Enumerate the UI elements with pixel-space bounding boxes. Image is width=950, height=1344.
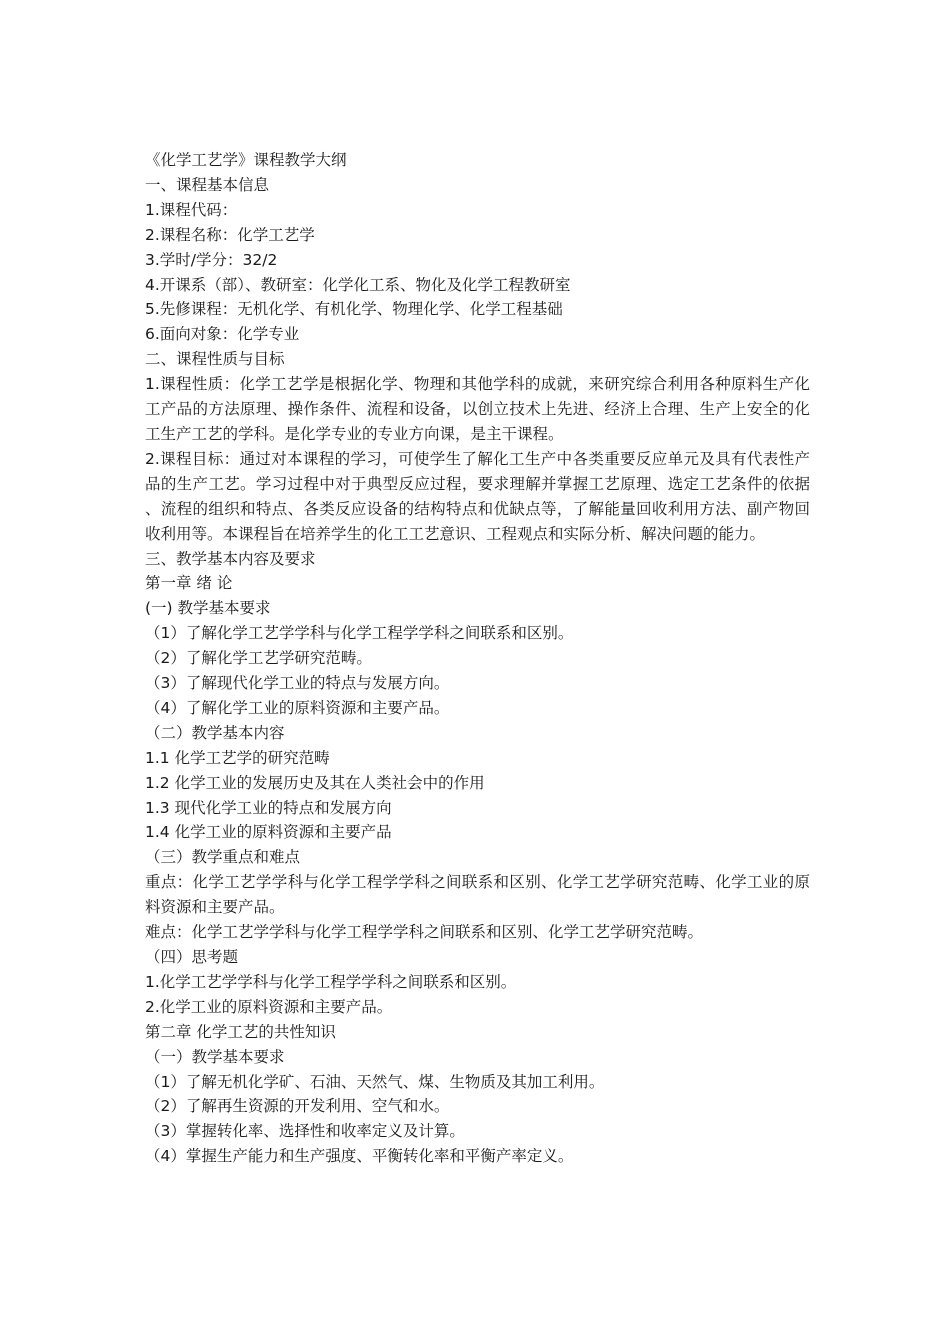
list-item: （2）了解再生资源的开发利用、空气和水。 [145, 1097, 450, 1116]
ch1-key-point: 重点：化学工艺学学科与化学工程学学科之间联系和区别、化学工艺学研究范畴、化学工业的原料资源和主要产品。 [145, 873, 810, 917]
document-body [145, 148, 810, 1169]
list-item: （1）了解无机化学矿、石油、天然气、煤、生物质及其加工利用。 [145, 1072, 605, 1091]
section-heading-content: 三、教学基本内容及要求 [145, 549, 316, 568]
paragraph-course-nature: 1.课程性质：化学工艺学是根据化学、物理和其他学科的成就，来研究综合利用各种原料生产化工产品的方法原理、操作条件、流程和设备，以创立技术上先进、经济上合理、生产上安全的化工生产工艺的学科。是化学专业的专业方向课，是主干课程。 [145, 375, 810, 443]
paragraph-course-goal: 2.课程目标：通过对本课程的学习，可使学生了解化工生产中各类重要反应单元及具有代表性产品的生产工艺。学习过程中对于典型反应过程，要求理解并掌握工艺原理、选定工艺条件的依据、流程的组织和特点、各类反应设备的结构特点和优缺点等，了解能量回收利用方法、副产物回收利用等。本课程旨在培养学生的化工工艺意识、工程观点和实际分析、解决问题的能力。 [145, 449, 810, 543]
ch1-questions-heading: （四）思考题 [145, 948, 239, 966]
document-title: 《化学工艺学》课程教学大纲 [145, 151, 347, 169]
list-item: 1.1 化学工艺学的研究范畴 [145, 748, 330, 767]
list-item: （2）了解化学工艺学研究范畴。 [145, 649, 372, 668]
list-item: 1.3 现代化学工业的特点和发展方向 [145, 798, 392, 817]
ch1-difficulty: 难点：化学工艺学学科与化学工程学学科之间联系和区别、化学工艺学研究范畴。 [145, 923, 704, 942]
list-item: 1.2 化学工业的发展历史及其在人类社会中的作用 [145, 773, 485, 792]
info-prerequisites: 5.先修课程：无机化学、有机化学、物理化学、化学工程基础 [145, 300, 563, 319]
info-course-code: 1.课程代码： [145, 200, 238, 219]
info-department: 4.开课系（部）、教研室：化学化工系、物化及化学工程教研室 [145, 275, 571, 294]
ch2-requirements-heading: （一）教学基本要求 [145, 1047, 285, 1066]
info-hours-credits: 3.学时/学分：32/2 [145, 250, 278, 269]
list-item: 2.化学工业的原料资源和主要产品。 [145, 997, 393, 1016]
list-item: （4）掌握生产能力和生产强度、平衡转化率和平衡产率定义。 [145, 1147, 574, 1166]
list-item: （3）了解现代化学工业的特点与发展方向。 [145, 674, 450, 693]
list-item: （3）掌握转化率、选择性和收率定义及计算。 [145, 1122, 465, 1141]
info-audience: 6.面向对象：化学专业 [145, 325, 300, 344]
chapter-1-title: 第一章 绪 论 [145, 574, 233, 593]
list-item: （1）了解化学工艺学学科与化学工程学学科之间联系和区别。 [145, 624, 574, 643]
list-item: 1.化学工艺学学科与化学工程学学科之间联系和区别。 [145, 972, 517, 991]
list-item: （4）了解化学工业的原料资源和主要产品。 [145, 698, 450, 717]
section-heading-basic-info: 一、课程基本信息 [145, 175, 270, 194]
section-heading-nature-goals: 二、课程性质与目标 [145, 350, 285, 369]
ch1-content-heading: （二）教学基本内容 [145, 723, 285, 742]
chapter-2-title: 第二章 化学工艺的共性知识 [145, 1022, 336, 1041]
list-item: 1.4 化学工业的原料资源和主要产品 [145, 823, 392, 842]
info-course-name: 2.课程名称：化学工艺学 [145, 225, 315, 244]
ch1-key-points-heading: （三）教学重点和难点 [145, 848, 301, 867]
ch1-requirements-heading: (一) 教学基本要求 [145, 599, 271, 618]
